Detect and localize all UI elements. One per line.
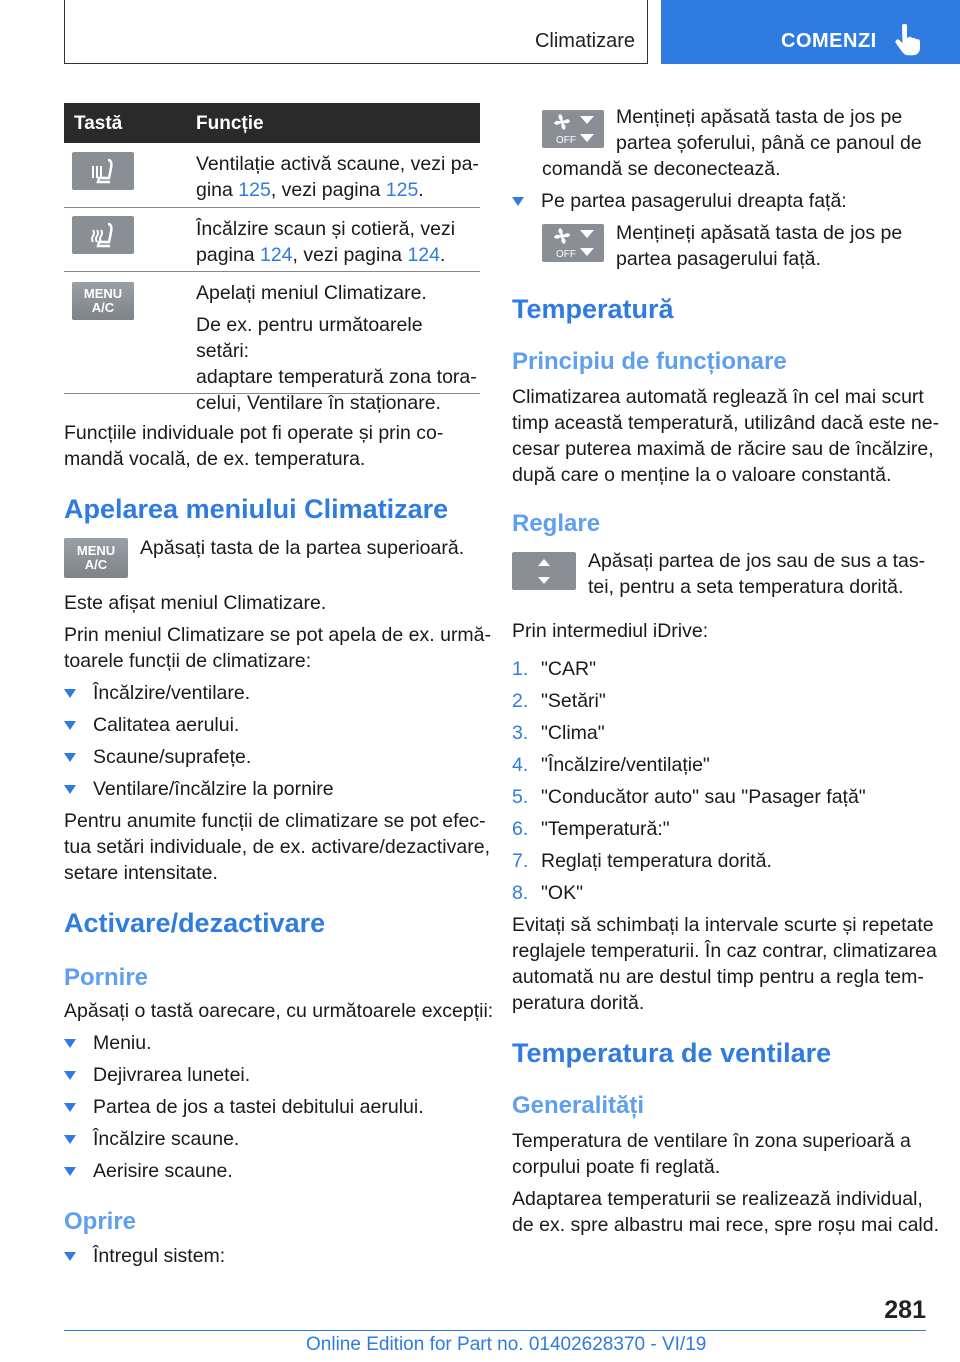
- header-section-box: [64, 0, 648, 64]
- row-text: De ex. pentru următoarele setări:: [196, 314, 423, 362]
- table-row: [64, 272, 480, 414]
- some-text: Pentru anumite funcții de climatizare se pot efec-: [64, 810, 486, 832]
- shown-text: Este afișat meniul Climatizare.: [64, 592, 327, 614]
- page-link[interactable]: 125: [238, 179, 271, 201]
- heading-onoff: Activare/dezactivare: [64, 908, 326, 938]
- col-key: Tastă: [74, 113, 123, 134]
- section-title: Climatizare: [534, 30, 635, 52]
- auto-text: Climatizarea automată reglează în cel mai scurt: [512, 386, 924, 408]
- hold-text: partea pasagerului față.: [616, 248, 821, 270]
- avoid-text: peratura dorită.: [512, 992, 645, 1014]
- adjust-text: Apăsați partea de jos sau de sus a tas-: [588, 550, 926, 572]
- avoid-text: Evitați să schimbați la intervale scurte și repetate: [512, 914, 934, 936]
- heading-menu: Apelarea meniului Climatizare: [64, 494, 449, 524]
- heading-vent-temp: Temperatura de ventilare: [512, 1038, 832, 1068]
- heading-temp: Temperatură: [512, 294, 674, 324]
- menu-ac-key-icon: MENU A/C: [72, 282, 134, 320]
- hold-text: Mențineți apăsată tasta de jos pe: [616, 106, 903, 128]
- heading-stop: Oprire: [64, 1208, 137, 1235]
- hold-text: comandă se deconectează.: [542, 158, 781, 180]
- svg-text:OFF: OFF: [556, 249, 576, 260]
- hold-text: partea șoferului, până ce panoul de: [616, 132, 922, 154]
- footer-divider: [64, 1330, 926, 1331]
- heading-start: Pornire: [64, 964, 149, 991]
- press-top-text: Apăsați tasta de la partea superioară.: [140, 537, 465, 559]
- via-text: toarele funcții de climatizare:: [64, 650, 312, 672]
- adjust-text: tei, pentru a seta temperatura dorită.: [588, 576, 904, 598]
- press-any-text: Apăsați o tastă oarecare, cu următoarele excepții:: [64, 1000, 494, 1022]
- auto-text: cesar puterea maximă de răcire sau de încălzire,: [512, 438, 934, 460]
- seat-ventilation-key-icon: [72, 152, 134, 190]
- svg-text:OFF: OFF: [556, 135, 576, 146]
- row-text: celui, Ventilare în staționare.: [196, 392, 441, 414]
- up-down-key-icon: [512, 552, 576, 590]
- general-text: Adaptarea temperaturii se realizează individual,: [512, 1188, 923, 1210]
- via-text: Prin meniul Climatizare se pot apela de ex. urmă-: [64, 624, 492, 646]
- fan-off-key-icon: [542, 224, 604, 262]
- menu-ac-key-icon: MENU A/C: [64, 538, 128, 578]
- row-text: adaptare temperatură zona tora-: [196, 366, 477, 388]
- general-text: Temperatura de ventilare în zona superioară a: [512, 1130, 911, 1152]
- header-tab[interactable]: [661, 0, 960, 64]
- page-link[interactable]: 125: [385, 179, 419, 201]
- row-text: Apelați meniul Climatizare.: [196, 282, 427, 304]
- avoid-text: automată nu are destul timp pentru a regla tem-: [512, 966, 924, 988]
- heading-general: Generalități: [512, 1092, 645, 1119]
- some-text: setare intensitate.: [64, 862, 218, 884]
- tab-label: COMENZI: [781, 30, 877, 52]
- some-text: tua setări individuale, de ex. activare/dezactivare,: [64, 836, 490, 858]
- table-row: [64, 143, 480, 208]
- hand-pointer-icon: [893, 24, 923, 56]
- page-link[interactable]: 124: [259, 244, 293, 266]
- row-text: pagina 124, vezi pagina 124.: [196, 244, 446, 266]
- hold-text: Mențineți apăsată tasta de jos pe: [616, 222, 903, 244]
- table-header: [64, 103, 480, 143]
- auto-text: după care o menține la o valoare constantă.: [512, 464, 892, 486]
- heading-principle: Principiu de funcționare: [512, 348, 787, 375]
- general-text: corpului poate fi reglată.: [512, 1156, 721, 1178]
- general-text: de ex. spre albastru mai rece, spre roșu mai cald.: [512, 1214, 940, 1236]
- edition-text: Online Edition for Part no. 01402628370 - VI/19: [306, 1334, 707, 1355]
- row-text: gina 125, vezi pagina 125.: [196, 179, 424, 201]
- avoid-text: reglajele temperaturii. În caz contrar, climatizarea: [512, 940, 937, 962]
- fan-off-key-icon: [542, 110, 604, 148]
- page-number: 281: [884, 1296, 926, 1324]
- page-link[interactable]: 124: [407, 244, 440, 266]
- row-text: Încălzire scaun și cotieră, vezi: [196, 218, 456, 240]
- idrive-text: Prin intermediul iDrive:: [512, 620, 709, 642]
- col-function: Funcție: [196, 113, 264, 134]
- voice-text: mandă vocală, de ex. temperatura.: [64, 448, 366, 470]
- table-row: [64, 208, 480, 272]
- seat-heating-key-icon: [72, 216, 134, 254]
- voice-text: Funcțiile individuale pot fi operate și prin co-: [64, 422, 444, 444]
- auto-text: timp această temperatură, utilizând dacă este ne-: [512, 412, 940, 434]
- row-text: Ventilație activă scaune, vezi pa-: [196, 153, 479, 175]
- heading-adjust: Reglare: [512, 510, 601, 537]
